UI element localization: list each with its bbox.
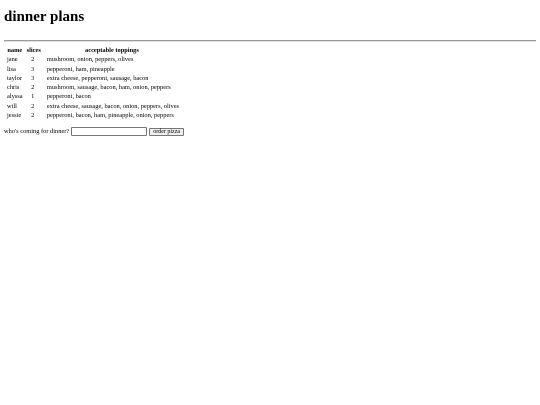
cell-toppings: pepperoni, ham, pineapple — [46, 65, 115, 73]
table-row — [6, 111, 180, 120]
cell-slices: 2 — [31, 102, 35, 110]
page-container — [0, 0, 540, 137]
table-row — [6, 102, 180, 111]
cell-name: will — [7, 102, 17, 110]
cell-toppings: pepperoni, bacon — [46, 93, 91, 101]
table-header-row — [6, 46, 180, 55]
order-form — [4, 126, 536, 137]
dinner-table — [4, 46, 182, 120]
cell-name: jane — [7, 56, 18, 64]
table-row — [6, 65, 180, 74]
cell-name: jessie — [7, 112, 22, 120]
order-pizza-button[interactable]: order pizza — [149, 128, 184, 137]
page-title: dinner plans — [4, 9, 85, 25]
cell-toppings: pepperoni, bacon, ham, pineapple, onion, peppers — [46, 112, 174, 120]
cell-name: alyssa — [7, 93, 23, 101]
cell-toppings: extra cheese, sausage, bacon, onion, peppers, olives — [46, 102, 180, 110]
table-row — [6, 92, 180, 101]
cell-toppings: extra cheese, pepperoni, sausage, bacon — [46, 74, 149, 82]
cell-slices: 3 — [31, 65, 35, 73]
table-row — [6, 83, 180, 92]
cell-toppings: mushroom, onion, peppers, olives — [46, 56, 134, 64]
cell-slices: 2 — [31, 112, 35, 120]
cell-slices: 3 — [31, 74, 35, 82]
attendees-input[interactable] — [71, 127, 147, 136]
table-row — [6, 55, 180, 64]
column-header-slices: slices — [26, 47, 41, 54]
table-row — [6, 74, 180, 83]
column-header-name: name — [7, 47, 23, 54]
cell-name: lisa — [7, 65, 16, 73]
divider — [4, 40, 536, 42]
cell-name: chris — [7, 84, 20, 92]
cell-name: taylor — [7, 74, 22, 82]
cell-slices: 2 — [31, 84, 35, 92]
attendees-label: who's coming for dinner? — [4, 128, 70, 136]
cell-slices: 1 — [31, 93, 35, 101]
cell-toppings: mushroom, sausage, bacon, ham, onion, peppers — [46, 84, 171, 92]
column-header-toppings: acceptable toppings — [85, 47, 139, 54]
cell-slices: 2 — [31, 56, 35, 64]
